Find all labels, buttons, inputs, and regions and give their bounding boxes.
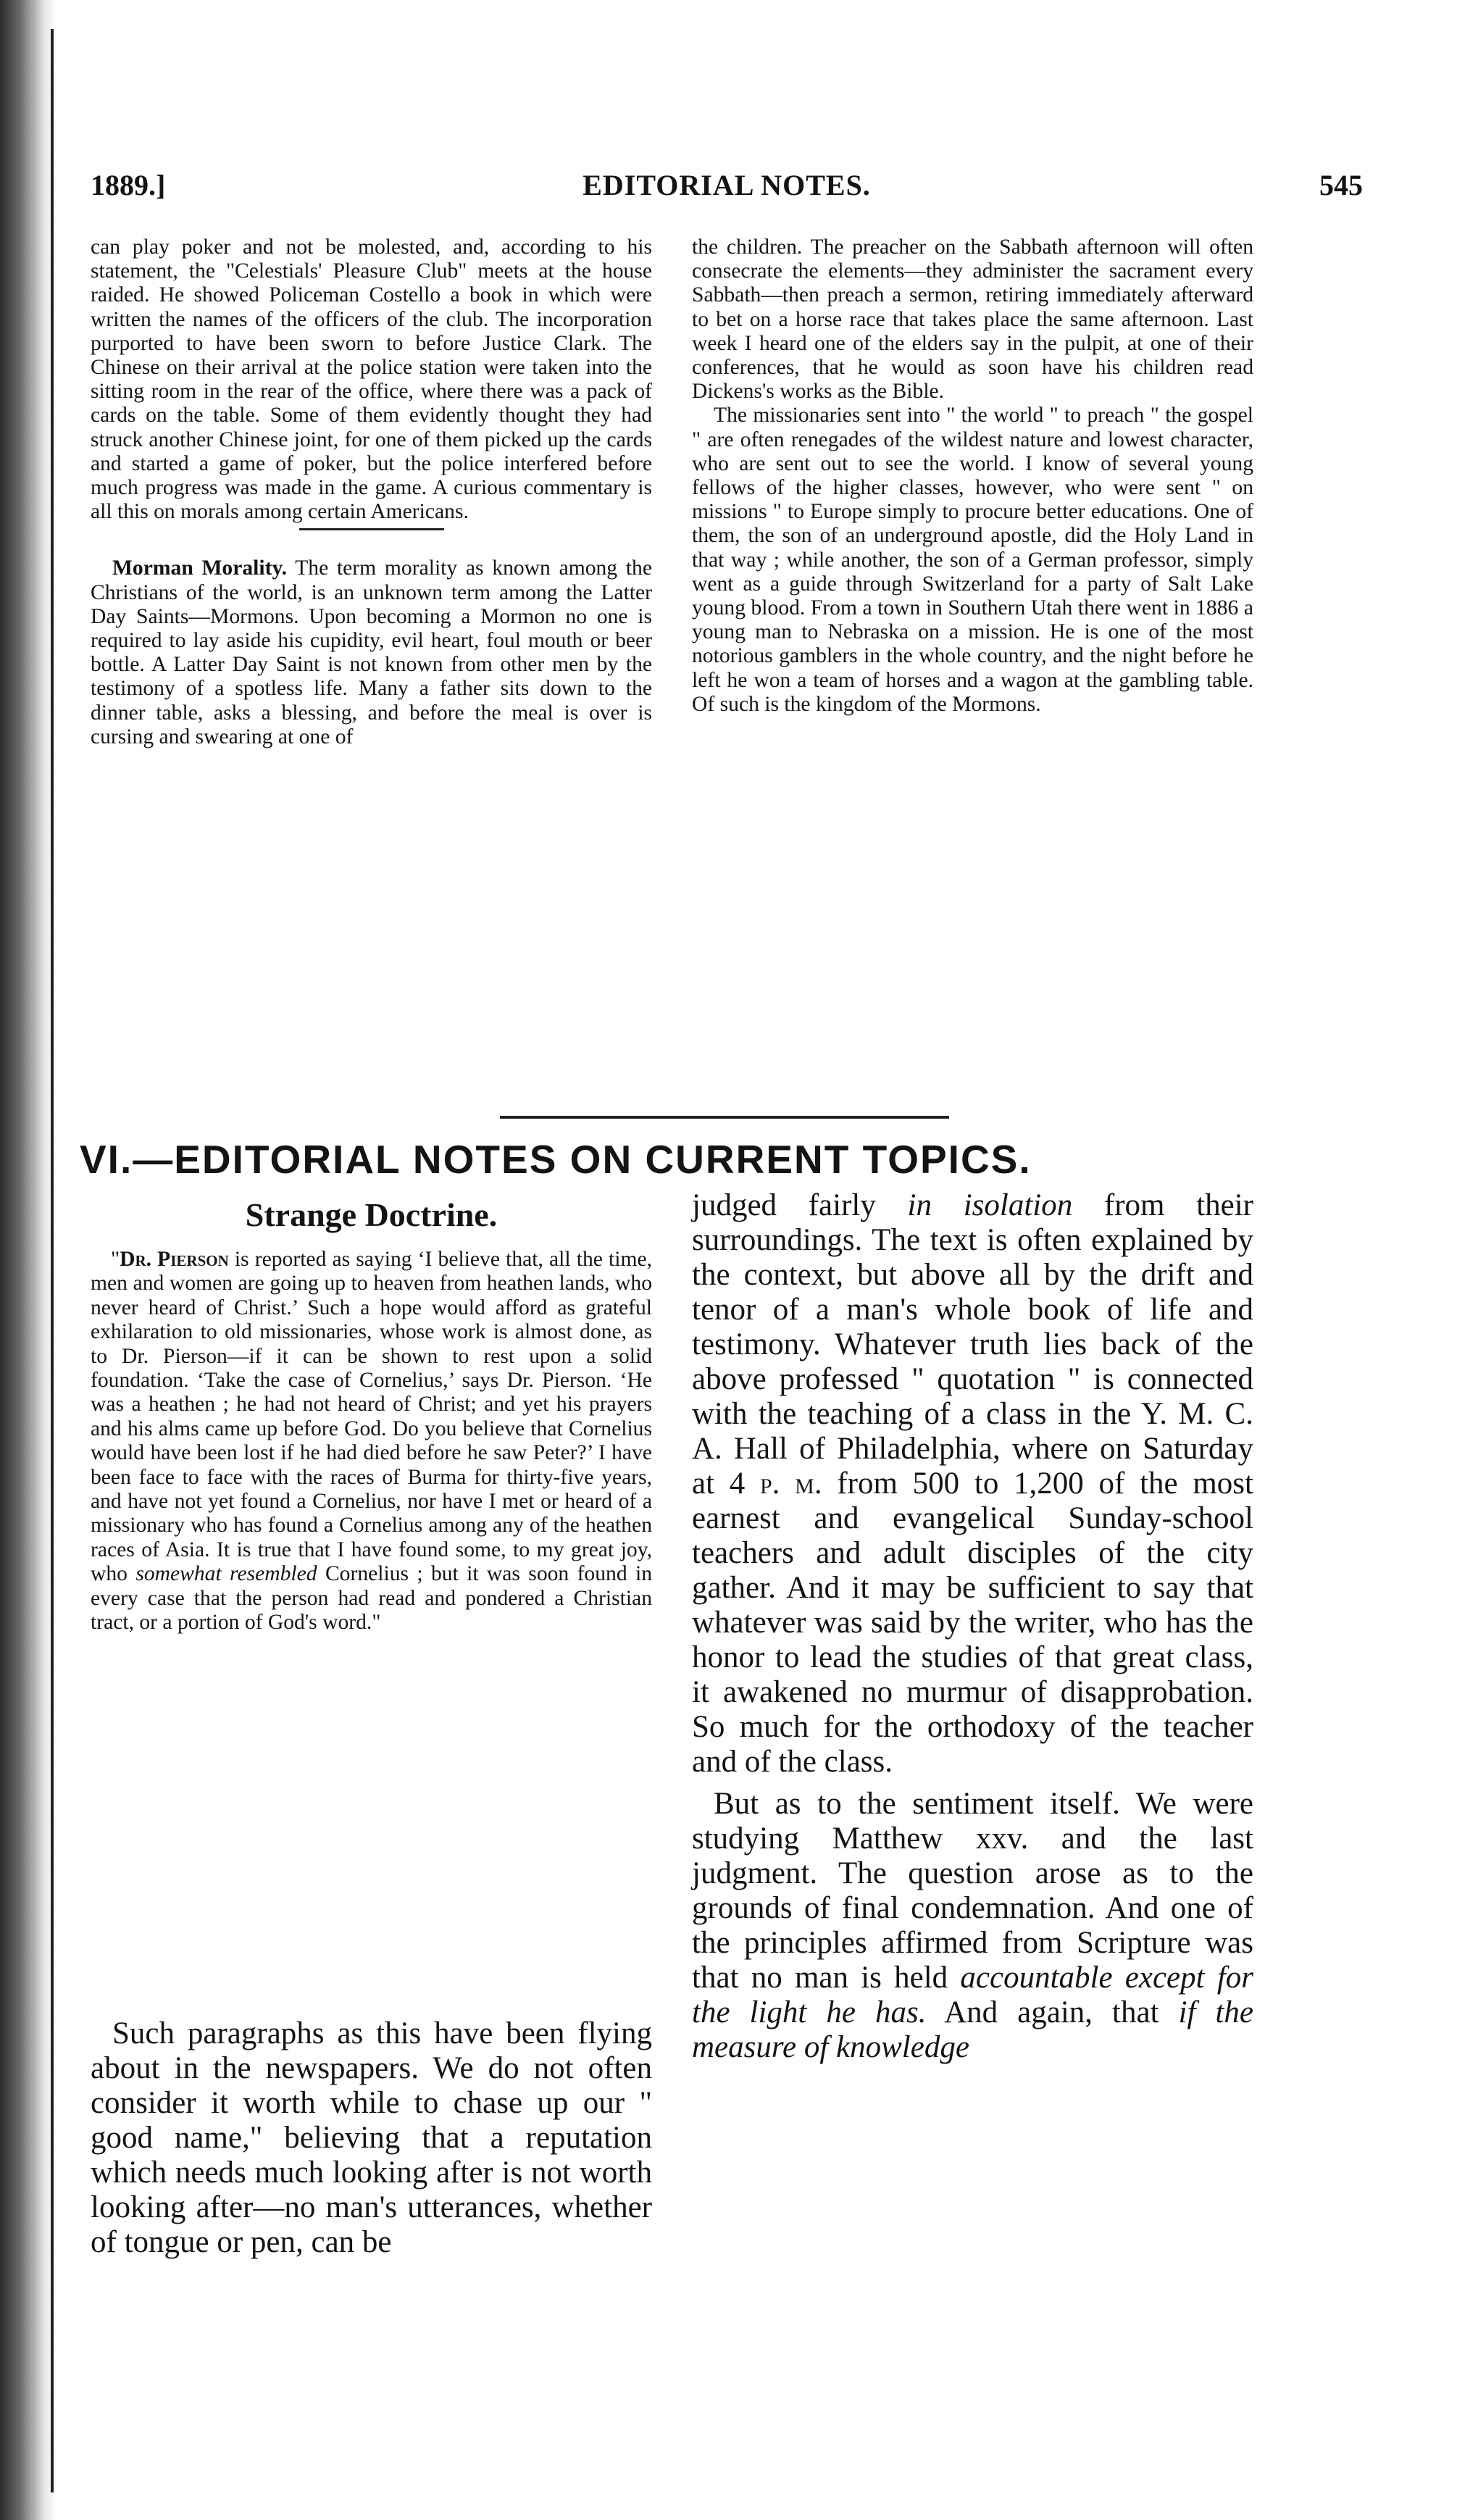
running-head-year: 1889.] — [91, 169, 166, 201]
morman-morality-runin-head: Morman Morality. — [112, 556, 288, 580]
section-title: VI.—EDITORIAL NOTES ON CURRENT TOPICS. — [80, 1137, 1032, 1182]
page-number: 545 — [1319, 169, 1363, 201]
morman-morality-paragraph — [91, 556, 652, 749]
running-head — [91, 168, 1363, 212]
context-time: p. m. — [760, 1466, 822, 1501]
context-paragraph — [692, 1188, 1253, 1780]
sentiment-paragraph — [692, 1787, 1253, 2065]
context-italic: in isolation — [907, 1188, 1073, 1222]
missionaries-paragraph: The missionaries sent into " the world " to preach " the gospel " are often renegades of the wildest nature and lowest character, who are sent out to see the world. I know of several young fellows of the higher classes, however, who were sent " on missions " to Europe simply to procure better educations. One of them, the son of an underground apostle, did the Holy Land in that way ; while another, the son of a German professor, simply went as a guide through Switzerland for a party of Salt Lake young blood. From a town in Southern Utah there went in 1886 a young man to Nebraska on a mission. He is one of the most notorious gamblers in the whole country, and the night before he left he won a team of horses and a wagon at the gambling table. Of such is the kingdom of the Mormons. — [692, 404, 1253, 716]
context-text-a: judged fairly — [692, 1188, 908, 1222]
page-edge-line — [51, 29, 54, 2492]
running-head-title: EDITORIAL NOTES. — [583, 169, 871, 201]
lower-left-column — [91, 2016, 652, 2260]
section-rule — [500, 1116, 949, 1119]
quote-text-b: Cornelius ; but it was soon found in every case that the person had read and pondered a Christian tract, or a portion of God's word." — [91, 1562, 652, 1635]
sentiment-italic-2: if the measure of knowledge — [692, 1995, 1253, 2064]
lower-right-column — [692, 1188, 1253, 2065]
article-heading: Strange Doctrine. — [245, 1196, 498, 1233]
sentiment-italic-1: accountable except for the light he has. — [692, 1961, 1253, 2029]
sentiment-text-a: But as to the sentiment itself. We were studying Matthew xxv. and the last judgment. The question arose as to the grounds of final condemnation. And one of the principles affirmed from Scripture was that no man is held — [692, 1787, 1253, 1995]
quote-text-a: is reported as saying ‘I believe that, all the time, men and women are going up to heaven from heathen lands, who never heard of Christ.’ Such a hope would afford as grateful exhilaration to old missionaries, whose work is almost done, as to Dr. Pierson—if it can be shown to rest upon a solid foundation. ‘Take the case of Cornelius,’ says Dr. Pierson. ‘He was a heathen ; he had not heard of Christ; and yet his prayers and his alms came up before God. Do you believe that Cornelius would have been lost if he had died before he saw Peter?’ I have been face to face with the races of Burma for thirty-five years, and have not yet found a Cornelius, nor have I met or heard of a missionary who has found a Cornelius among any of the heathen races of Asia. It is true that I have found some, to my great joy, who — [91, 1248, 652, 1586]
sentiment-text-b: And again, that — [926, 1995, 1179, 2029]
chinese-club-paragraph: can play poker and not be molested, and, according to his statement, the "Celestials' Pleasure Club" meets at the house raided. He showed Policeman Costello a book in which were written the names of the officers of the club. The incorporation purported to have been sworn to before Justice Clark. The Chinese on their arrival at the police station were taken into the sitting room in the rear of the office, where there was a pack of cards on the table. Some of them evidently thought they had struck another Chinese joint, for one of them picked up the cards and started a game of poker, but the police interfered before much progress was made in the game. A curious commentary is all this on morals among certain Americans. — [91, 235, 652, 524]
quote-name: Dr. Pierson — [120, 1248, 229, 1271]
upper-left-column — [91, 235, 652, 749]
scanned-page-edge — [0, 0, 57, 2520]
quote-italic: somewhat resembled — [135, 1562, 317, 1586]
context-text-c: from 500 to 1,200 of the most earnest and evangelical Sunday-school teachers and adult disciples of the city gather. And it may be sufficient to say that whatever was said by the writer, who has the honor to lead the studies of that great class, it awakened no murmur of disapprobation. So much for the orthodoxy of the teacher and of the class. — [692, 1466, 1253, 1779]
pierson-quote — [91, 1248, 652, 1635]
morman-morality-body: The term morality as known among the Christians of the world, is an unknown term among the Latter Day Saints—Mormons. Upon becoming a Mormon no one is required to lay aside his cupidity, evil heart, foul mouth or beer bottle. A Latter Day Saint is not known from other men by the testimony of a spotless life. Many a father sits down to the dinner table, asks a blessing, and before the meal is over is cursing and swearing at one of — [91, 556, 652, 748]
quote-open-mark: " — [111, 1248, 120, 1271]
sabbath-paragraph: the children. The preacher on the Sabbath afternoon will often consecrate the elements—they administer the sacrament every Sabbath—then preach a sermon, retiring immediately afterward to bet on a horse race that takes place the same afternoon. Last week I heard one of the elders say in the pulpit, at one of their conferences, that he would as soon have his children read Dickens's works as the Bible. — [692, 235, 1253, 404]
context-text-b: from their surroundings. The text is often explained by the context, but above all by the drift and tenor of a man's whole book of life and testimony. Whatever truth lies back of the above professed " quotation " is connected with the teaching of a class in the Y. M. C. A. Hall of Philadelphia, where on Saturday at 4 — [692, 1188, 1253, 1501]
paragraph-divider — [299, 528, 444, 530]
upper-right-column — [692, 235, 1253, 717]
pierson-quote-paragraph — [91, 1248, 652, 1635]
newspapers-paragraph: Such paragraphs as this have been flying about in the newspapers. We do not often consider it worth while to chase up our " good name," believing that a reputation which needs much looking after is not worth looking after—no man's utterances, whether of tongue or pen, can be — [91, 2016, 652, 2259]
